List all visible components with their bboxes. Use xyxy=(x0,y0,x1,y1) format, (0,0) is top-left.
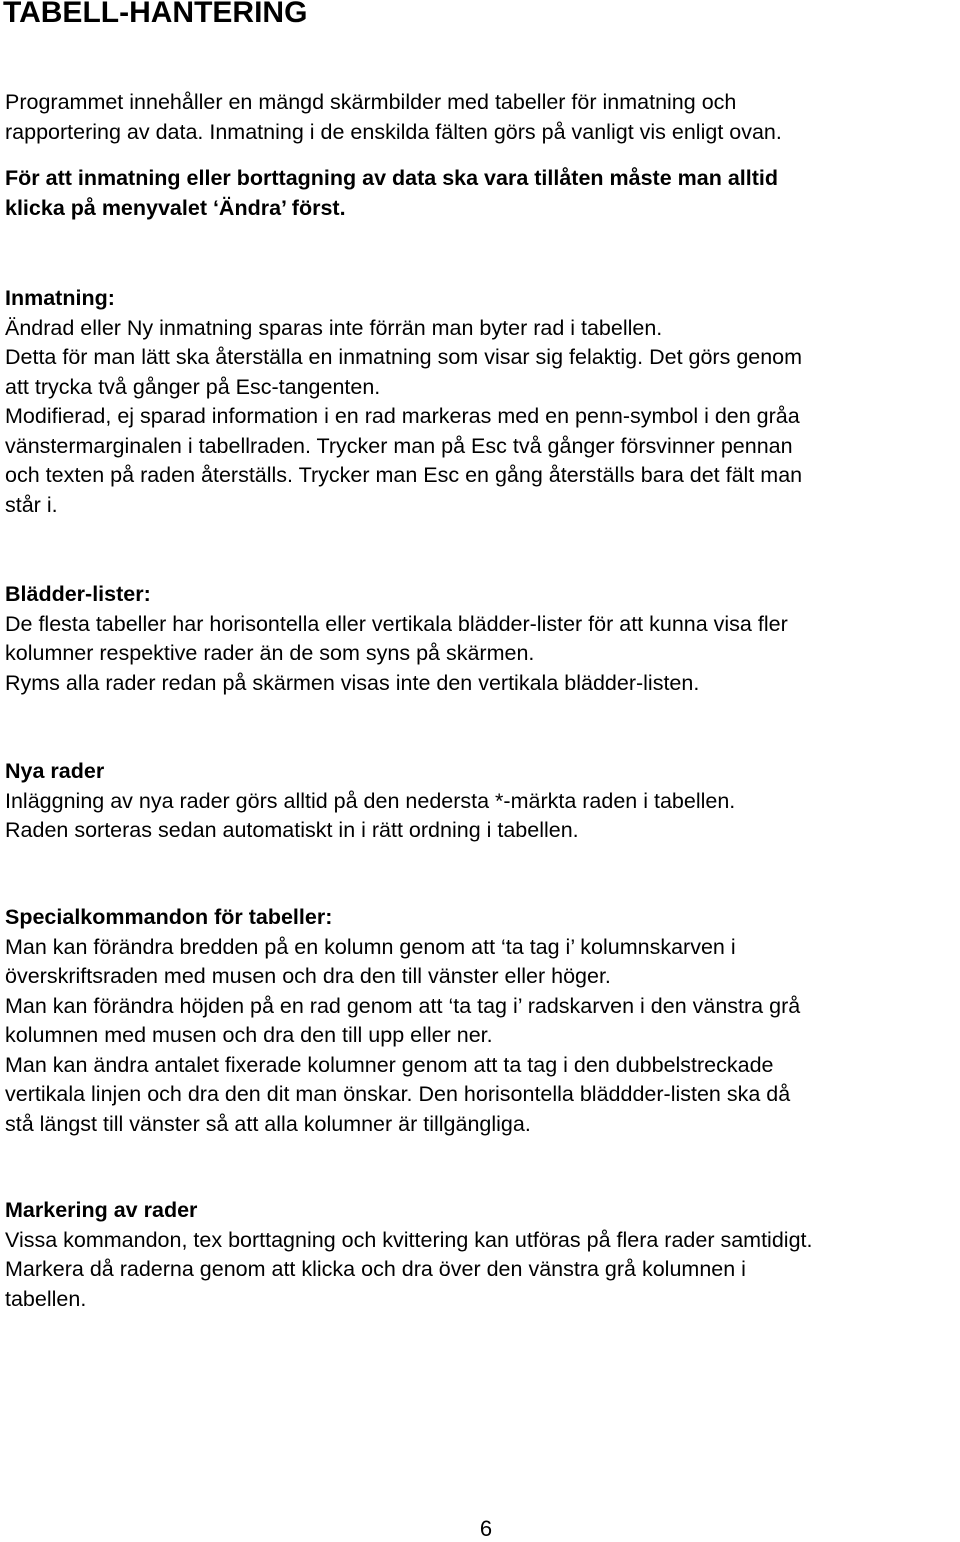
section-line: Detta för man lätt ska återställa en inmatning som visar sig felaktig. Det görs genom xyxy=(5,345,803,369)
section-heading: Blädder-lister: xyxy=(5,582,151,606)
section-line: att trycka två gånger på Esc-tangenten. xyxy=(5,374,381,399)
section-line: De flesta tabeller har horisontella eller vertikala blädder-lister för att kunna visa fler xyxy=(5,611,788,636)
section-line: Vissa kommandon, tex borttagning och kvittering kan utföras på flera rader samtidigt. xyxy=(5,1227,813,1252)
section-heading: Specialkommandon för tabeller: xyxy=(5,905,333,929)
section-line: överskriftsraden med musen och dra den till vänster eller höger. xyxy=(5,964,611,988)
intro-notice xyxy=(5,164,778,223)
section-heading: Inmatning: xyxy=(5,286,115,310)
section-line: tabellen. xyxy=(5,1286,87,1311)
section-line: Inläggning av nya rader görs alltid på den nedersta *-märkta raden i tabellen. xyxy=(5,788,736,813)
section-line: stå längst till vänster så att alla kolumner är tillgängliga. xyxy=(5,1111,531,1136)
section-line: Man kan förändra bredden på en kolumn genom att ‘ta tag i’ kolumnskarven i xyxy=(5,934,736,959)
section-line: och texten på raden återställs. Trycker man Esc en gång återställs bara det fält man xyxy=(5,463,803,487)
section-line: Man kan ändra antalet fixerade kolumner genom att ta tag i den dubbelstreckade xyxy=(5,1052,774,1077)
section-line: vänstermarginalen i tabellraden. Trycker man på Esc två gånger försvinner pennan xyxy=(5,433,793,458)
section-markering-av-rader xyxy=(5,1196,812,1314)
section-nya-rader xyxy=(5,757,735,846)
page-number: 6 xyxy=(479,1516,493,1541)
page-title: TABELL-HANTERING xyxy=(3,0,308,29)
section-heading: Nya rader xyxy=(5,759,105,783)
section-bladder-lister xyxy=(5,580,788,698)
section-heading: Markering av rader xyxy=(5,1198,198,1222)
section-line: kolumner respektive rader än de som syns på skärmen. xyxy=(5,641,535,665)
section-line: kolumnen med musen och dra den till upp eller ner. xyxy=(5,1023,493,1047)
intro-line: rapportering av data. Inmatning i de enskilda fälten görs på vanligt vis enligt ovan. xyxy=(5,119,782,144)
section-specialkommandon xyxy=(5,903,800,1139)
section-line: vertikala linjen och dra den dit man önskar. Den horisontella bläddder-listen ska då xyxy=(5,1082,791,1106)
section-line: Markera då raderna genom att klicka och dra över den vänstra grå kolumnen i xyxy=(5,1257,746,1281)
section-line: Ändrad eller Ny inmatning sparas inte förrän man byter rad i tabellen. xyxy=(5,315,663,340)
intro-paragraph xyxy=(5,88,782,147)
section-line: Modifierad, ej sparad information i en rad markeras med en penn-symbol i den gråa xyxy=(5,404,800,428)
intro-notice-line: För att inmatning eller borttagning av data ska vara tillåten måste man alltid xyxy=(5,166,778,190)
section-inmatning xyxy=(5,284,802,520)
section-line: står i. xyxy=(5,492,58,517)
intro-line: Programmet innehåller en mängd skärmbilder med tabeller för inmatning och xyxy=(5,90,737,114)
intro-notice-line: klicka på menyvalet ‘Ändra’ först. xyxy=(5,195,346,220)
section-line: Man kan förändra höjden på en rad genom att ‘ta tag i’ radskarven i den vänstra grå xyxy=(5,993,801,1018)
section-line: Ryms alla rader redan på skärmen visas inte den vertikala blädder-listen. xyxy=(5,670,700,695)
section-line: Raden sorteras sedan automatiskt in i rätt ordning i tabellen. xyxy=(5,818,579,842)
